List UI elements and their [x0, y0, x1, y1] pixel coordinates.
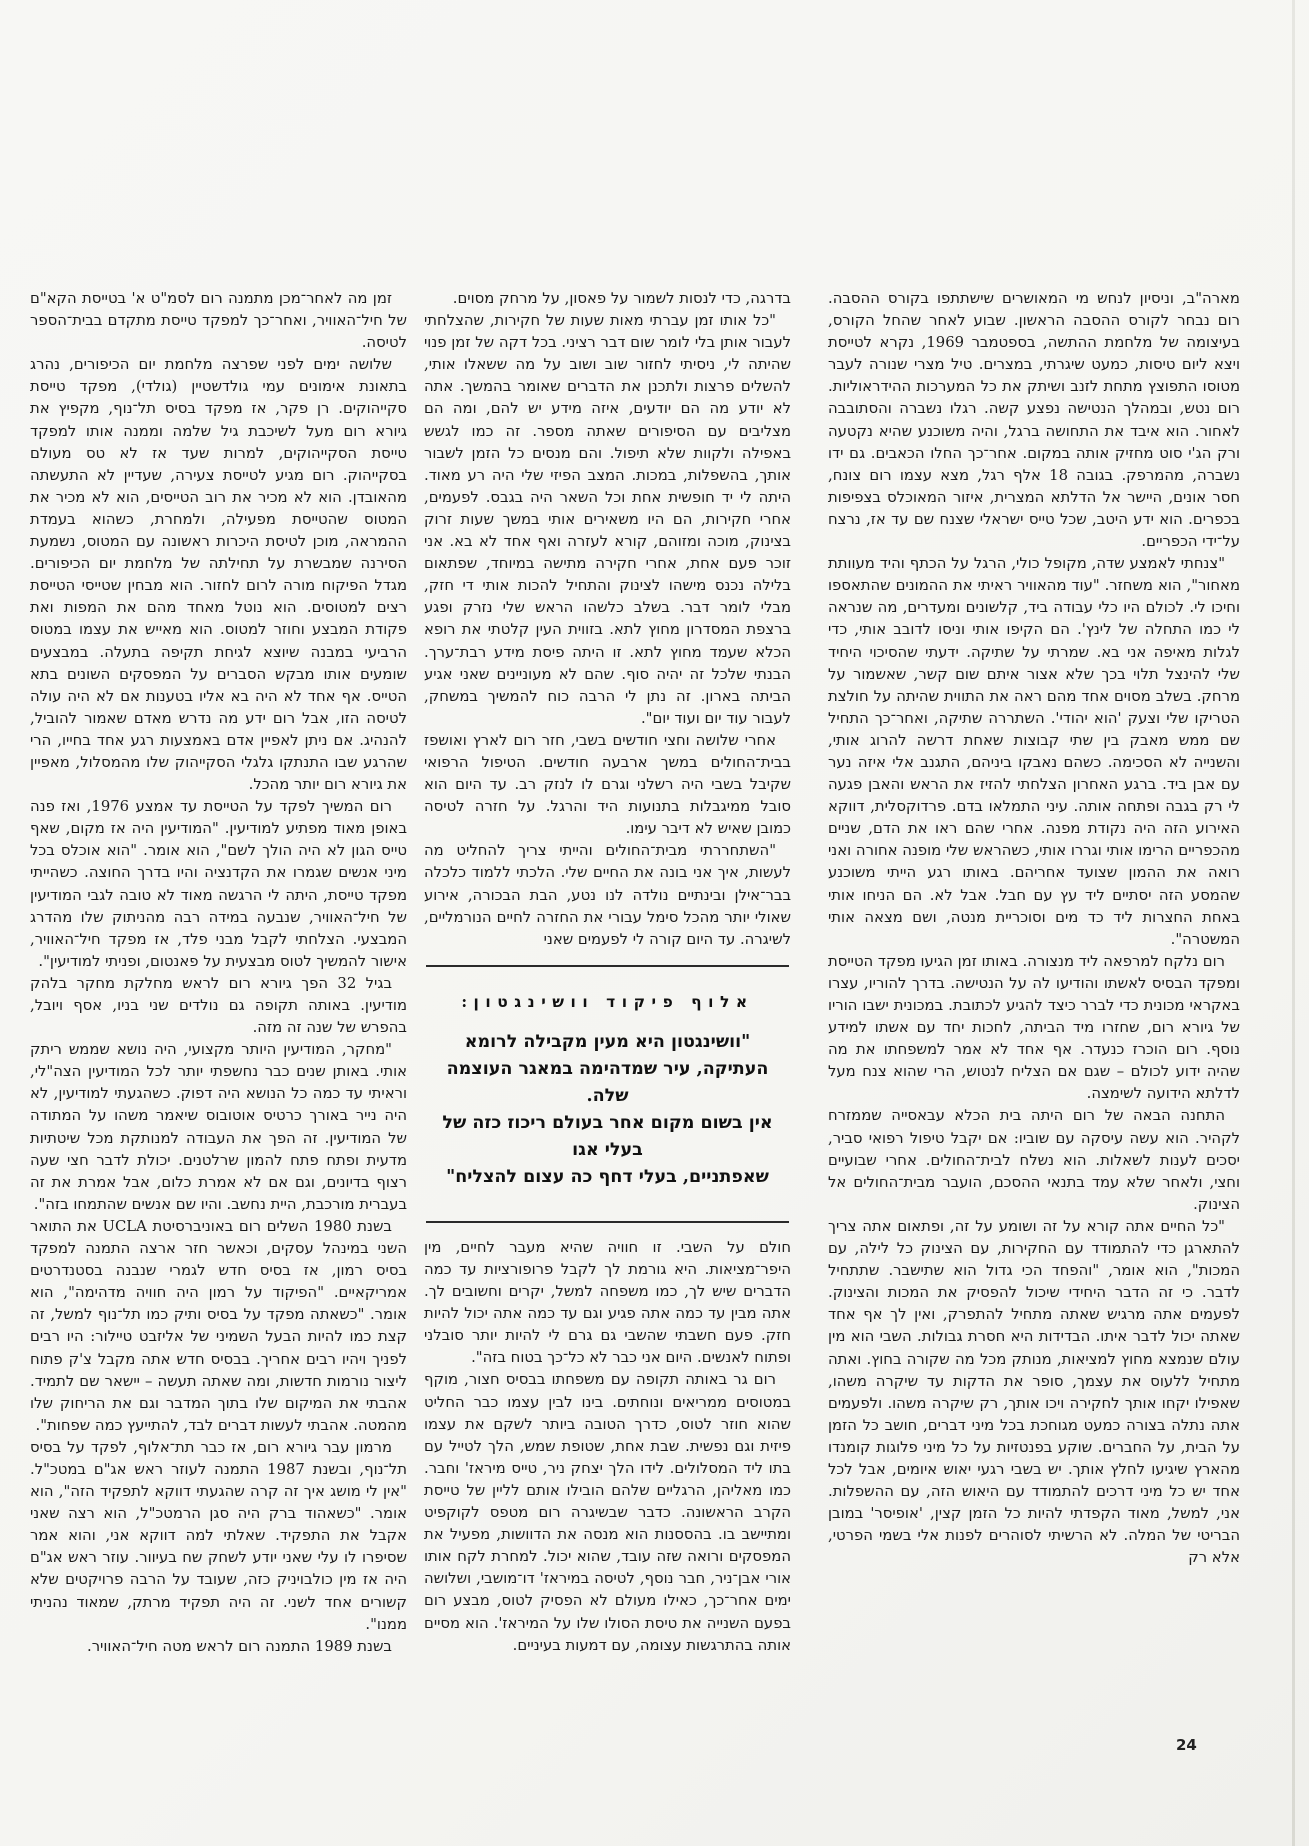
column-middle-bottom — [424, 1237, 791, 1657]
paragraph: מרמון עבר גיורא רום, אז כבר תת־אלוף, לפקד על בסיס תל־נוף, ובשנת 1987 התמנה לעוזר ראש אג"ם במטכ"ל. "אין לי מושג איך זה קרה שהגעתי דווקא לתפקיד הזה", הוא אומר. "כשאהוד ברק היה סגן הרמטכ"ל, הוא רצה שאני אקבל את התפקיד. שאלתי למה דווקא אני, והוא אמר שסיפרו לו עלי שאני יודע לשחק שח בעיוור. עוזר ראש אג"ם היה אז מין כולבויניק כזה, שעובד על הרבה פרויקטים שלא קשורים אחד לשני. זה היה תפקיד מרתק, שמאוד נהניתי ממנו". — [30, 1438, 407, 1633]
paragraph: בשנת 1989 התמנה רום לראש מטה חיל־האוויר. — [87, 1637, 392, 1655]
paragraph: רום המשיך לפקד על הטייסת עד אמצע 1976, ואז פנה באופן מאוד מפתיע למודיעין. "המודיעין היה אז מקום, שאף טייס הגון לא היה הולך לשם", הוא אומר. "הוא אוכלס בכל מיני אנשים שגמרו את הקדנציה והיו בדרך החוצה. כשהייתי מפקד טייסת, היתה לי הרגשה מאוד לא טובה לגבי המודיעין של חיל־האוויר, שנבעה במידה רבה מהניתוק שלו מהדרג המבצעי. הצלחתי לקבל מבני פלד, אז מפקד חיל־האוויר, אישור להמשיך לטוס מבצעית על פאנטום, ופניתי למודיעין". — [30, 798, 407, 970]
page-number: 24 — [1176, 1736, 1197, 1754]
paragraph: בשנת 1980 השלים רום באוניברסיטת UCLA את התואר השני במינהל עסקים, וכאשר חזר ארצה התמנה למפקד בסיס רמון, אז בסיס חדש לגמרי שנבנה בסטנדרטים אמריקאיים. "הפיקוד על רמון היה חוויה מדהימה", הוא אומר. "כשאתה מפקד על בסיס ותיק כמו תל־נוף למשל, זה קצת כמו להיות הבעל השמיני של אליזבט טיילור: היו רבים לפניך ויהיו רבים אחריך. בבסיס חדש אתה מקבל צ'ק פתוח ליצור נורמות חדשות, ומה שאתה תעשה – יישאר שם לתמיד. אהבתי את המיקום שלו בתוך המדבר וגם את הריחוק שלו מהמטה. אהבתי לעשות דברים לבד, להתייעץ כמה שפחות". — [30, 1217, 407, 1434]
paragraph: רום נלקח למרפאה ליד מנצורה. באותו זמן הגיעו מפקד הטייסת ומפקד הבסיס לאשתו והודיעו לה על הנטישה. בדרך להוריו, עצרו באקראי מכונית כדי לברר כיצד להגיע לכתובת. במכונית ישבו הוריו של גיורא רום, שחזרו מיד הביתה, לחכות יחד עם אשתו למידע נוסף. רום הוכרז כנעדר. אף אחד לא אמר למשפחתו את מה שהיה ידוע לכולם – שגם אם הצליח לנטוש, הרי שהוא צנח מעל לדלתא הידועה לשימצה. — [828, 952, 1240, 1103]
paragraph: זמן מה לאחר־מכן מתמנה רום לסמ"ט א' בטייסת הקא"ם של חיל־האוויר, ואחר־כך למפקד טייסת מתקדם בבית־הספר לטיסה. — [30, 290, 407, 352]
column-left — [30, 288, 407, 1723]
pull-quote-line: "וושינגטון היא מעין מקבילה לרומא — [464, 1031, 751, 1052]
pull-quote-kicker: אלוף פיקוד וושינגטון: — [461, 991, 754, 1011]
paragraph: "כל החיים אתה קורא על זה ושומע על זה, ופתאום אתה צריך להתארגן כדי להתמודד עם החקירות, עם הצינוק כל לילה, עם המכות", הוא אומר, "והפחד הכי גדול הוא שתישבר. שתתחיל לדבר. כי זה הדבר היחידי שיכול להפסיק את המכות והצינוק. לפעמים אתה מרגיש שאתה מתחיל להתפרק, ואין לך אף אחד שאתה יכול לדבר איתו. הבדידות היא חסרת גבולות. השבי הוא מין עולם שנמצא מחוץ למציאות, מנותק מכל מה שקורה בחוץ. ואתה מתחיל ללעוס את עצמך, סופר את הדקות עד שיקרה משהו, שאפילו יקחו אותך לחקירה ויכו אותך, רק שיקרה משהו. ולפעמים אתה נתלה בצורה כמעט מגוחכת בכל מיני דברים, חושב כל הזמן על הבית, על החברים. שוקע בפנטזיות על כל מיני פלוגות קומנדו מהארץ שיגיעו לחלץ אותך. יש בשבי רגעי יאוש איומים, אבל לכל אחד יש כל מיני דרכים להתמודד עם היאוש הזה, עם ההשפלות. אני, למשל, מאוד הקפדתי להיות כל הזמן קצין, 'אופיסר' במובן הבריטי של המלה. לא הרשיתי לסוהרים לפנות אלי בשמי הפרטי, אלא רק — [828, 1217, 1240, 1567]
paragraph: "השתחררתי מבית־החולים והייתי צריך להחליט מה לעשות, איך אני בונה את החיים שלי. הלכתי ללמוד כלכלה בבר־אילן ובינתיים נולדה לנו נטע, הבת הבכורה, אירוע שאולי יותר מהכל סימל עבורי את החזרה לחיים הנורמליים, לשיגרה. עד היום קורה לי לפעמים שאני — [424, 842, 791, 948]
paragraph: התחנה הבאה של רום היתה בית הכלא עבאסייה שממזרח לקהיר. הוא עשה עיסקה עם שוביו: אם יקבל טיפול רפואי סביר, יסכים לענות לשאלות. הוא נשלח לבית־החולים. אחרי שבועיים וחצי, ולאחר שלא עמד בתנאי ההסכם, הועבר מבית־החולים אל הצינוק. — [828, 1107, 1240, 1213]
pull-quote-line: שאפתניים, בעלי דחף כה עצום להצליח" — [446, 1166, 769, 1187]
column-right — [828, 288, 1240, 1733]
paragraph: שלושה ימים לפני שפרצה מלחמת יום הכיפורים, נהרג בתאונת אימונים עמי גולדשטיין (גולדי), מפקד טייסת סקייהוקים. רן פקר, אז מפקד בסיס תל־נוף, מקפיץ את גיורא רום מעל לשיכבת גיל שלמה וממנה אותו למפקד טייסת הסקייהוקים, למרות שעד אז לא טס מעולם בסקייהוק. רום מגיע לטייסת צעירה, שעדיין לא התעשתה מהאובדן. הוא לא מכיר את רוב הטייסים, הוא לא מכיר את המטוס שהטייסת מפעילה, ולמחרת, כשהוא בעמדת ההמראה, מוכן לטיסת היכרות ראשונה עם המטוס, נשמעת הסירנה שמבשרת על תחילתה של מלחמת יום הכיפורים. מגדל הפיקוח מורה לרום לחזור. הוא מבחין שטייסי הטייסת רצים למטוסים. הוא נוטל מאחד מהם את המפות ואת פקודת המבצע וחוזר למטוס. הוא מאייש את עצמו במטוס הרביעי במבנה שיוצא לגיחת תקיפה בתעלה. במבצעים שומעים אותו מבקש הסברים על המפסקים השונים בתא הטייס. אף אחד לא היה בא אליו בטענות אם לא היה עולה לטיסה הזו, אבל רום ידע מה נדרש מאדם שאמור להוביל, להנהיג. אם ניתן לאפיין אדם באמצעות רגע אחד בחייו, הרי שהרגע שבו התנתקו גלגלי הסקייהוק שלו מהמסלול, מאפיין את גיורא רום יותר מהכל. — [30, 356, 407, 794]
paragraph: "מחקר, המודיעין היותר מקצועי, היה נושא שממש ריתק אותי. באותן שנים כבר נחשפתי יותר לכל המודיעין הצה"לי, וראיתי עד כמה כל הנושא היה דפוק. כשהגעתי למודיעין, לא היה נייר באורך כרטיס אוטובוס שיאמר משהו על המתודה של המודיעין. זה הפך את העבודה למנותקת מכל שיטתיות מדעית ופתח פתח להמון שרלטנים. יכולת לדבר חצי שעה רצוף בדיונים, וגם אם לא אמרת כלום, אבל אמרת את זה בעברית מורכבת, היית נחשב. והיו שם אנשים שהתמחו בזה". — [30, 1041, 407, 1213]
pull-quote-body — [426, 1029, 789, 1191]
page-edge-shadow — [1292, 0, 1295, 1846]
column-middle — [424, 288, 791, 1733]
column-middle-top — [424, 288, 791, 951]
pull-quote-line: העתיקה, עיר שמדהימה במאגר העוצמה שלה. — [446, 1058, 769, 1106]
paragraph: חולם על השבי. זו חוויה שהיא מעבר לחיים, מין היפר־מציאות. היא גורמת לך לקבל פרופורציות עד כמה הדברים שיש לך, כמו משפחה למשל, יקרים וחשובים לך. אתה מבין עד כמה אתה פגיע וגם עד כמה אתה יכול להיות חזק. פעם חשבתי שהשבי גם גרם לי להיות יותר סובלני ופתוח לאנשים. היום אני כבר לא כל־כך בטוח בזה". — [424, 1238, 791, 1367]
paragraph: בדרגה, כדי לנסות לשמור על פאסון, על מרחק מסוים. — [452, 290, 791, 307]
paragraph: "כל אותו זמן עברתי מאות שעות של חקירות, שהצלחתי לעבור אותן בלי לומר שום דבר רציני. בכל דקה של זמן פנוי שהיתה לי, ניסיתי לחזור שוב ושוב על מה ששאלו אותי, להשלים פרצות ולתכנן את הדברים שאומר בהמשך. אתה לא יודע מה הם יודעים, איזה מידע יש להם, ומה הם מצליבים עם הסיפורים שאתה מספר. זה כמו לגשש באפילה ולקוות שלא תיפול. והם מנסים כל הזמן לשבור אותך, בהשפלות, במכות. המצב הפיזי שלי היה רע מאוד. היתה לי יד חופשית אחת וכל השאר היה בגבס. לפעמים, אחרי חקירות, הם היו משאירים אותי במשך שעות זרוק בצינוק, מוכה ומזוהם, קורא לעזרה ואף אחד לא בא. אני זוכר פעם אחת, אחרי חקירה מתישה במיוחד, שפתאום בלילה נכנס מישהו לצינוק והתחיל להכות אותי די חזק, מבלי לומר דבר. בשלב כלשהו הראש שלי נזרק ופגע ברצפת המסדרון מחוץ לתא. בזווית העין קלטתי את רופא הכלא שעמד מחוץ לתא. זו היתה פיסת מידע רבת־ערך. הבנתי שלכל זה יהיה סוף. שהם לא מעוניינים שאני אגיע הביתה בארון. זה נתן לי הרבה כוח להמשיך במשחק, לעבור עוד יום ועוד יום". — [424, 312, 791, 727]
pull-quote — [426, 965, 789, 1223]
pull-quote-line: אין בשום מקום אחר בעולם ריכוז כזה של בעלי אגו — [442, 1112, 773, 1160]
paragraph: אחרי שלושה וחצי חודשים בשבי, חזר רום לארץ ואושפז בבית־החולים במשך ארבעה חודשים. הטיפול הרפואי שקיבל בשבי היה רשלני וגרם לו לנזק רב. עד היום הוא סובל ממיגבלות בתנועות היד והרגל. על חזרה לטיסה כמובן שאיש לא דיבר עימו. — [424, 731, 791, 838]
paragraph: רום גר באותה תקופה עם משפחתו בבסיס חצור, מוקף במטוסים ממריאים ונוחתים. בינו לבין עצמו כבר החליט שהוא חוזר לטוס, כדרך הטובה ביותר לשקם את עצמו פיזית וגם נפשית. שבת אחת, שטופת שמש, הלך לטייל עם בתו ליד המסלולים. לידו הלך יצחק ניר, טייס מיראז' וחבר. כמו מאליהן, הרגליים שלהם הובילו אותם לליין של טייסת הקרב הראשונה. כדבר שבשיגרה רום מטפס לקוקפיט ומתיישב בו. בהססנות הוא מנסה את הדוושות, מפעיל את המפסקים ורואה שזה עובד, שהוא יכול. למחרת לקח אותו אורי אבן־ניר, חבר נוסף, לטיסה במיראז' דו־מושבי, ושלושה ימים אחר־כך, כאילו מעולם לא הפסיק לטוס, מבצע רום בפעם השנייה את טיסת הסולו שלו על המיראז'. הוא מסיים אותה בהתרגשות עצומה, עם דמעות בעיניים. — [424, 1371, 791, 1654]
paragraph: מארה"ב, וניסיון לנחש מי המאושרים שישתתפו בקורס ההסבה. רום נבחר לקורס ההסבה הראשון. שבוע לאחר שהחל הקורס, בעיצומה של מלחמת ההתשה, בספטמבר 1969, נקרא לטייסת ויצא ליום טיסות, כמעט שיגרתי, במצרים. טיל מצרי שנורה לעבר מטוסו התפוצץ מתחת לזנב ושיתק את כל המערכות ההידראוליות. רום נטש, ובמהלך הנטישה נפצע קשה. רגלו נשברה והסתובבה לאחור. הוא איבד את התחושה ברגל, והיה משוכנע שהיא נקטעה ורק הג'י סוט מחזיק אותה במקום. אחר־כך החלו הכאבים. גם ידו נשברה, מהמרפק. בגובה 18 אלף רגל, מצא עצמו רום צונח, חסר אונים, היישר אל הדלתא המצרית, איזור המאוכלס בצפיפות בכפרים. הוא ידע היטב, שכל טייס ישראלי שצנח שם עד אז, נרצח על־ידי הכפריים. — [828, 290, 1240, 551]
paragraph: בגיל 32 הפך גיורא רום לראש מחלקת מחקר בלהק מודיעין. באותה תקופה גם נולדים שני בניו, אסף ויובל, בהפרש של שנה זה מזה. — [30, 974, 407, 1037]
paragraph: "צנחתי לאמצע שדה, מקופל כולי, הרגל על הכתף והיד מעוותת מאחור", הוא משחזר. "עוד מהאוויר ראיתי את ההמונים שהתאספו וחיכו לי. לכולם היו כלי עבודה ביד, קלשונים ומעדרים, מה שנראה לי כמו התחלה של לינץ'. הם הקיפו אותי וניסו לדובב אותי, כדי לגלות מאיפה אני בא. שמרתי על שתיקה. ידעתי שהסיכוי היחיד שלי להינצל תלוי בכך שלא אצור איתם שום קשר, שאשמור על מרחק. בשלב מסוים אחד מהם ראה את התווית שהיתה על חולצת הטריקו שלי וצעק 'הוא יהודי'. השתררה שתיקה, ואחר־כך התחיל שם ממש מאבק בין שתי קבוצות שאחת דרשה להרוג אותי, והשנייה לא הסכימה. כשהם נאבקו ביניהם, התגנב אלי איזה נער עם אבן ביד. ברגע האחרון הצלחתי להזיז את הראש והאבן פגעה לי רק בגבה ופתחה אותה. עיני התמלאו בדם. פרדוקסלית, דווקא האירוע הזה היה נקודת מפנה. אחרי שהם ראו את הדם, שניים מהכפריים הרימו אותי וגררו אותי, כשהראש שלי מופנה אחורה ואני רואה את ההמון שצועד אחריהם. באותו רגע הייתי משוכנע שהמסע הזה יסתיים ליד עץ עם חבל. אבל לא. הם הניחו אותי באחת החצרות ליד כד מים וסוכריית מנטה, ושם מצאה אותי המשטרה". — [828, 555, 1240, 948]
